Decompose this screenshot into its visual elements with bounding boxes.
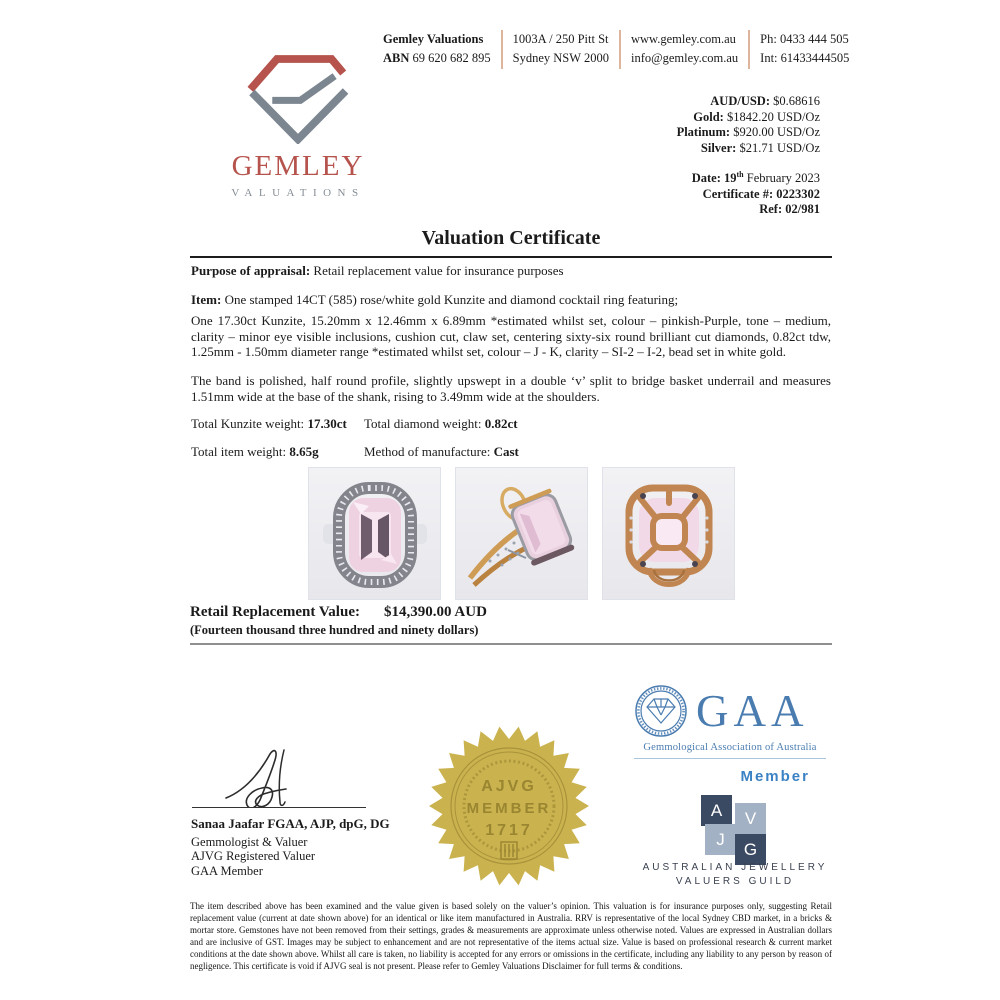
ring-back-view-image xyxy=(603,468,734,599)
purpose-line: Purpose of appraisal: Retail replacement value for insurance purposes xyxy=(191,263,564,278)
certificate-ref: Ref: 02/981 xyxy=(759,202,820,217)
signature-block xyxy=(190,746,440,896)
item-line: Item: One stamped 14CT (585) rose/white gold Kunzite and diamond cocktail ring featuring; xyxy=(191,292,679,307)
ajvg-square-v: V xyxy=(735,803,766,834)
valuation-block xyxy=(190,604,832,645)
ajvg-square-j: J xyxy=(705,824,736,855)
contact-phone-cell xyxy=(748,30,859,69)
rate-audusd: AUD/USD: $0.68616 xyxy=(710,94,820,108)
header-contact-strip xyxy=(383,30,859,69)
manufacture-method: Method of manufacture: Cast xyxy=(364,444,519,459)
rate-silver: Silver: $21.71 USD/Oz xyxy=(700,140,820,155)
ajvg-guild-name xyxy=(640,861,830,889)
ring-photo-side-view xyxy=(455,467,588,600)
gaa-logo-block xyxy=(634,684,826,785)
ajvg-logo xyxy=(697,793,777,865)
gaa-logo-row xyxy=(634,684,826,738)
rate-platinum: Platinum: $920.00 USD/Oz xyxy=(676,125,820,140)
metal-rates xyxy=(677,94,820,156)
signer-details xyxy=(191,816,390,878)
band-description-paragraph: The band is polished, half round profile, slightly upswept in a double ‘v’ split to bridge basket underrail and measures 1.51mm wide at the base of the shank, rising to 3.49mm wide at the shoulders. xyxy=(191,373,831,404)
email-link: info@gemley.com.au xyxy=(630,51,739,66)
signer-role-3: GAA Member xyxy=(191,863,263,878)
company-name: Gemley Valuations xyxy=(383,32,484,46)
valuation-line xyxy=(190,604,832,621)
phone-number: Ph: 0433 444 505 xyxy=(760,32,849,46)
disclaimer-text: The item described above has been examined and the value given is based solely on the valuer’s opinion. This valuation is for insurance purposes only, suggesting Retail replacement value (current at date shown above) for an identical or like item manufactured in Australia. RRV is representative of the local Sydney CBD market, in a bricks & mortar store. Gemstones have not been removed from their settings, grades & measurements are approximate unless otherwise noted. Values are expressed in Australian dollars and are inclusive of GST. Images may be subject to enhancement and are not representative of the items actual size. Value is based on professional research & current market conditions at the date shown above. Whilst all care is taken, no liability is accepted for any errors or omissions in the certificate, including any liability to any person by reason of negligence. This certificate is void if AJVG seal is not present. Please refer to Gemley Valuations Disclaimer for full terms & conditions. xyxy=(190,901,832,971)
item-weight: Total item weight: 8.65g xyxy=(191,444,319,459)
valuation-amount: $14,390.00 AUD xyxy=(383,604,487,620)
rate-gold: Gold: $1842.20 USD/Oz xyxy=(693,109,820,124)
signature-line xyxy=(192,807,366,808)
seal-org: AJVG xyxy=(481,778,537,795)
stone-description-paragraph: One 17.30ct Kunzite, 15.20mm x 12.46mm x 6.89mm *estimated whilst set, colour – pinkish-Purple, tone – medium, clarity – minor eye visible inclusions, cushion cut, claw set, centering sixty-six round brilliant cut diamonds, 0.82ct tdw, 1.25mm - 1.50mm diameter range *estimated whilst set, colour – J - K, clarity – SI-2 – I-2, bead set in white gold. xyxy=(191,313,831,360)
seal-number: 1717 xyxy=(485,822,533,839)
weights-grid xyxy=(191,416,831,460)
ring-photos xyxy=(308,467,735,600)
address-line1: 1003A / 250 Pitt St xyxy=(512,32,609,46)
gaa-seal-icon xyxy=(634,684,688,738)
gold-starburst-seal-icon xyxy=(428,725,590,887)
certificate-meta xyxy=(692,167,820,218)
valuation-amount-words: (Fourteen thousand three hundred and ninety dollars) xyxy=(190,623,479,637)
gaa-full-name: Gemmological Association of Australia xyxy=(634,742,826,759)
contact-company-cell xyxy=(383,30,501,69)
signer-role-2: AJVG Registered Valuer xyxy=(191,849,316,864)
page-title: Valuation Certificate xyxy=(190,227,832,258)
seal-member: MEMBER xyxy=(466,800,552,817)
ring-photo-back-view xyxy=(602,467,735,600)
signer-role-1: Gemmologist & Valuer xyxy=(191,835,308,849)
ring-photo-top-view xyxy=(308,467,441,600)
guild-line-1: AUSTRALIAN JEWELLERY xyxy=(642,862,828,873)
gemley-logo xyxy=(220,52,376,199)
certificate-number: Certificate #: 0223302 xyxy=(702,186,820,201)
address-line2: Sydney NSW 2000 xyxy=(512,51,609,66)
guild-line-2: VALUERS GUILD xyxy=(675,876,795,887)
website-link: www.gemley.com.au xyxy=(630,32,736,46)
ajvg-gold-seal xyxy=(428,725,590,892)
gaa-member-label: Member xyxy=(740,768,810,785)
ajvg-square-a: A xyxy=(701,795,732,826)
valuation-label: Retail Replacement Value: xyxy=(190,604,360,620)
kunzite-weight: Total Kunzite weight: 17.30ct xyxy=(191,416,347,431)
handwritten-signature xyxy=(220,746,328,808)
logo-subtitle: VALUATIONS xyxy=(231,187,365,199)
ajvg-square-g: G xyxy=(735,834,766,865)
phone-international: Int: 61433444505 xyxy=(760,51,850,66)
signer-name: Sanaa Jaafar FGAA, AJP, dpG, DG xyxy=(191,816,390,831)
contact-web-cell xyxy=(619,30,748,69)
gaa-acronym: GAA xyxy=(696,685,809,736)
certificate-date: Date: 19th February 2023 xyxy=(691,170,820,186)
logo-wordmark: GEMLEY xyxy=(231,150,365,182)
ring-side-view-image xyxy=(456,468,587,599)
contact-address-cell xyxy=(501,30,619,69)
company-abn: ABN 69 620 682 895 xyxy=(383,51,491,66)
diamond-weight: Total diamond weight: 0.82ct xyxy=(364,416,518,431)
ring-top-view-image xyxy=(309,468,440,599)
diamond-logo-icon xyxy=(238,52,358,144)
